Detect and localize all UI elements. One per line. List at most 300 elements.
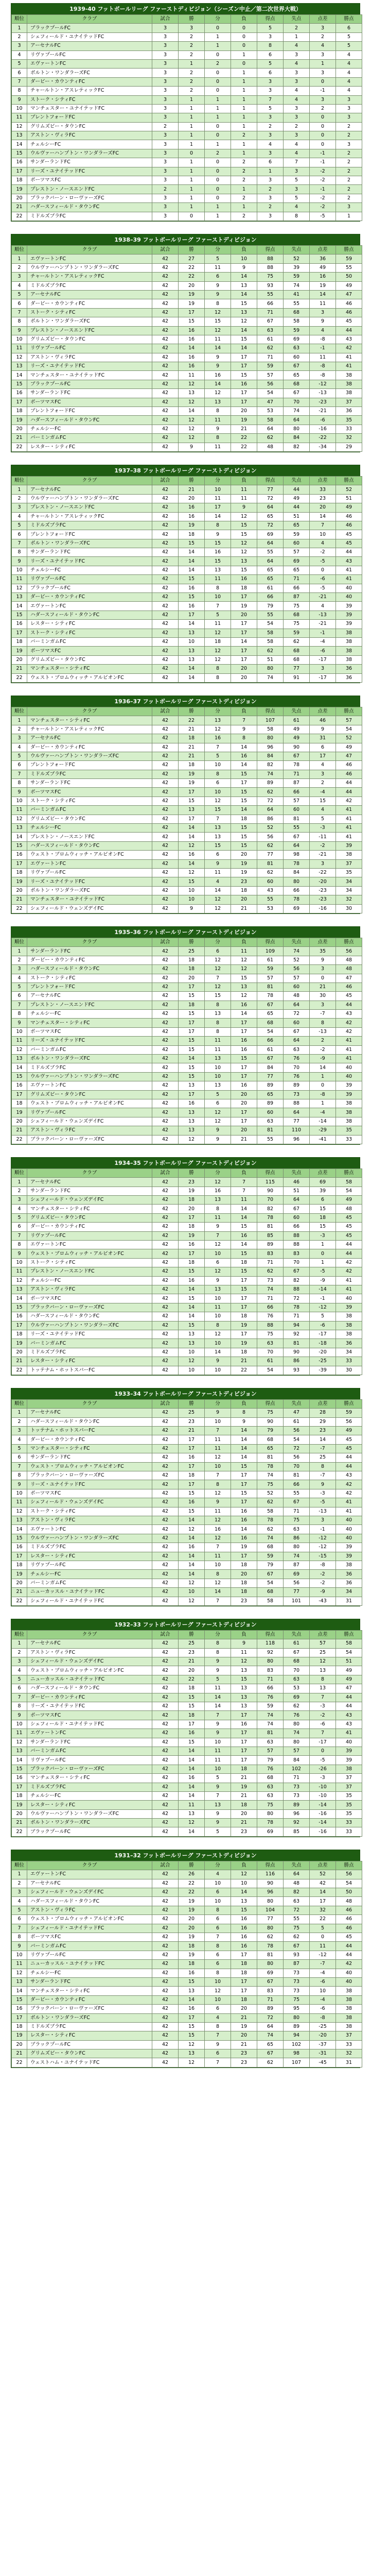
stat-cell: -23: [310, 886, 336, 895]
stat-cell: 2: [336, 194, 362, 202]
stat-cell: 25: [179, 1409, 205, 1417]
season-title: 1932–33 フットボールリーグ ファーストディビジョン: [11, 1619, 360, 1630]
stat-cell: 73: [284, 1791, 310, 1800]
rank-cell: 14: [12, 1063, 27, 1072]
stat-cell: 1: [179, 59, 205, 68]
stat-cell: 65: [257, 2040, 284, 2049]
rank-cell: 15: [12, 841, 27, 850]
stat-cell: 42: [152, 868, 179, 877]
club-cell: シェフィールド・ウェンズデイFC: [27, 904, 152, 913]
stat-cell: 23: [231, 877, 257, 886]
table-row: [12, 494, 362, 503]
standings-table: [11, 14, 362, 221]
club-cell: マンチェスター・ユナイテッドFC: [27, 895, 152, 904]
stat-cell: 14: [179, 665, 205, 673]
stat-cell: 14: [179, 1312, 205, 1321]
stat-cell: 16: [231, 575, 257, 584]
club-cell: プレストン・ノースエンドFC: [27, 1267, 152, 1276]
club-cell: ボルトン・ワンダラーズFC: [27, 1055, 152, 1063]
stat-cell: 7: [205, 974, 231, 982]
club-cell: ボルトン・ワンダラーズFC: [27, 1819, 152, 1827]
table-row: [12, 557, 362, 566]
stat-cell: 14: [231, 1888, 257, 1897]
stat-cell: -1: [310, 185, 336, 194]
stat-cell: 42: [152, 1933, 179, 1942]
stat-cell: 10: [205, 1897, 231, 1906]
stat-cell: 17: [179, 1249, 205, 1258]
table-row: [12, 1809, 362, 1818]
stat-cell: 68: [257, 1774, 284, 1783]
stat-cell: 8: [205, 1648, 231, 1657]
stat-cell: 82: [257, 761, 284, 770]
stat-cell: 17: [231, 1498, 257, 1507]
stat-cell: 42: [152, 947, 179, 956]
stat-cell: 63: [257, 1738, 284, 1747]
stat-cell: 4: [336, 69, 362, 77]
stat-cell: 11: [205, 1747, 231, 1755]
club-cell: ストーク・シティFC: [27, 308, 152, 317]
stat-cell: 42: [152, 1285, 179, 1294]
stat-cell: 78: [257, 992, 284, 1001]
stat-cell: 0: [310, 113, 336, 122]
table-row: [12, 566, 362, 574]
club-cell: エヴァートンFC: [27, 602, 152, 611]
stat-cell: 3: [284, 131, 310, 140]
stat-cell: 49: [336, 1675, 362, 1684]
stat-cell: 6: [205, 1951, 231, 1959]
column-header: 得点: [257, 476, 284, 485]
stat-cell: 14: [179, 824, 205, 833]
club-cell: ウェスト・ブロムウィッチ・アルビオンFC: [27, 1666, 152, 1675]
rank-cell: 5: [12, 521, 27, 530]
table-row: [12, 1072, 362, 1081]
stat-cell: 67: [257, 2049, 284, 2058]
club-cell: ボルトン・ワンダラーズFC: [27, 69, 152, 77]
stat-cell: 72: [257, 521, 284, 530]
stat-cell: 87: [284, 593, 310, 602]
stat-cell: 15: [179, 1267, 205, 1276]
column-header: 勝: [179, 1168, 205, 1177]
stat-cell: 75: [257, 273, 284, 281]
season-table: [11, 1157, 360, 1376]
stat-cell: 39: [336, 1081, 362, 1090]
stat-cell: 8: [205, 299, 231, 308]
stat-cell: 64: [284, 1037, 310, 1045]
stat-cell: 17: [179, 1090, 205, 1099]
stat-cell: 14: [179, 1534, 205, 1543]
stat-cell: 67: [257, 317, 284, 326]
stat-cell: 42: [152, 1747, 179, 1755]
stat-cell: 15: [231, 1267, 257, 1276]
table-row: [12, 344, 362, 353]
column-header: 勝点: [336, 1168, 362, 1177]
table-row: [12, 131, 362, 140]
rank-cell: 9: [12, 326, 27, 335]
rank-cell: 11: [12, 1729, 27, 1738]
rank-cell: 9: [12, 1249, 27, 1258]
stat-cell: 58: [336, 1639, 362, 1648]
stat-cell: 3: [152, 158, 179, 167]
stat-cell: 41: [336, 1055, 362, 1063]
stat-cell: 4: [336, 59, 362, 68]
stat-cell: 42: [152, 629, 179, 637]
stat-cell: 59: [284, 530, 310, 539]
rank-cell: 20: [12, 655, 27, 664]
stat-cell: 10: [179, 1588, 205, 1597]
club-cell: ポーツマスFC: [27, 1711, 152, 1720]
stat-cell: 71: [257, 353, 284, 362]
stat-cell: 56: [257, 833, 284, 841]
stat-cell: 3: [152, 95, 179, 104]
stat-cell: 42: [152, 1063, 179, 1072]
rank-cell: 2: [12, 1648, 27, 1657]
club-cell: ダービー・カウンティFC: [27, 1693, 152, 1702]
stat-cell: 1: [179, 122, 205, 131]
stat-cell: 18: [310, 1213, 336, 1222]
stat-cell: 62: [257, 868, 284, 877]
rank-cell: 3: [12, 1196, 27, 1205]
club-cell: サンダーランドFC: [27, 1738, 152, 1747]
stat-cell: 39: [336, 1756, 362, 1765]
stat-cell: 6: [336, 24, 362, 32]
stat-cell: 40: [336, 593, 362, 602]
rank-cell: 17: [12, 859, 27, 868]
stat-cell: 79: [257, 1427, 284, 1435]
stat-cell: 0: [231, 42, 257, 50]
stat-cell: 79: [257, 602, 284, 611]
stat-cell: 41: [336, 1037, 362, 1045]
stat-cell: 17: [231, 779, 257, 788]
stat-cell: 42: [152, 1027, 179, 1036]
stat-cell: -4: [310, 788, 336, 796]
stat-cell: 22: [179, 263, 205, 272]
stat-cell: 9: [205, 1276, 231, 1285]
stat-cell: 77: [257, 485, 284, 494]
stat-cell: 70: [284, 1462, 310, 1471]
stat-cell: 18: [179, 761, 205, 770]
club-cell: ミドルズブラFC: [27, 1783, 152, 1791]
stat-cell: 42: [152, 443, 179, 451]
club-cell: シェフィールド・ウェンズデイFC: [27, 1196, 152, 1205]
stat-cell: 42: [152, 1001, 179, 1009]
stat-cell: 15: [179, 1738, 205, 1747]
stat-cell: 19: [231, 2022, 257, 2031]
club-cell: マンチェスター・シティFC: [27, 1205, 152, 1213]
stat-cell: 18: [179, 1471, 205, 1480]
stat-cell: -8: [310, 371, 336, 380]
stat-cell: 12: [205, 982, 231, 991]
stat-cell: 42: [152, 1126, 179, 1135]
stat-cell: 22: [179, 1888, 205, 1897]
column-header: 失点: [284, 15, 310, 24]
stat-cell: 15: [231, 974, 257, 982]
stat-cell: 20: [231, 851, 257, 859]
stat-cell: 17: [231, 1063, 257, 1072]
stat-cell: 15: [179, 1693, 205, 1702]
stat-cell: 7: [205, 1597, 231, 1605]
season-title: 1939-40 フットボールリーグ ファーストディビジョン（シーズン中止／第二次世界大戦）: [11, 4, 360, 14]
club-cell: ウルヴァーハンプトン・ワンダラーズFC: [27, 494, 152, 503]
stat-cell: 23: [310, 494, 336, 503]
stat-cell: 45: [336, 317, 362, 326]
stat-cell: 87: [284, 1561, 310, 1569]
column-header: 分: [205, 1399, 231, 1408]
stat-cell: 23: [179, 1648, 205, 1657]
club-cell: リヴァプールFC: [27, 575, 152, 584]
rank-cell: 18: [12, 407, 27, 416]
stat-cell: 42: [152, 824, 179, 833]
club-cell: ウルヴァーハンプトン・ワンダラーズFC: [27, 752, 152, 760]
stat-cell: 42: [152, 1588, 179, 1597]
stat-cell: 42: [152, 1258, 179, 1267]
stat-cell: 13: [179, 655, 205, 664]
stat-cell: 13: [205, 1285, 231, 1294]
stat-cell: -22: [310, 868, 336, 877]
stat-cell: 42: [152, 1427, 179, 1435]
stat-cell: 42: [336, 1258, 362, 1267]
table-row: [12, 2005, 362, 2013]
stat-cell: 15: [231, 299, 257, 308]
club-cell: リーズ・ユナイテッドFC: [27, 557, 152, 566]
stat-cell: 3: [336, 140, 362, 149]
stat-cell: 74: [257, 2031, 284, 2040]
stat-cell: 8: [205, 1639, 231, 1648]
column-header: 点差: [310, 476, 336, 485]
table-row: [12, 167, 362, 176]
stat-cell: 15: [231, 530, 257, 539]
rank-cell: 5: [12, 1213, 27, 1222]
rank-cell: 7: [12, 539, 27, 548]
club-cell: レスター・シティFC: [27, 2031, 152, 2040]
stat-cell: 14: [231, 1205, 257, 1213]
table-row: [12, 895, 362, 904]
stat-cell: 9: [179, 443, 205, 451]
stat-cell: -41: [310, 1135, 336, 1144]
stat-cell: 78: [284, 1303, 310, 1312]
header-row: [12, 1399, 362, 1408]
stat-cell: 86: [257, 815, 284, 823]
club-cell: チェルシーFC: [27, 1969, 152, 1977]
stat-cell: 18: [179, 1711, 205, 1720]
table-row: [12, 273, 362, 281]
stat-cell: 1: [310, 1072, 336, 1081]
stat-cell: 14: [231, 326, 257, 335]
stat-cell: 18: [231, 815, 257, 823]
stat-cell: 2: [179, 87, 205, 95]
stat-cell: 10: [179, 886, 205, 895]
stat-cell: 86: [284, 1357, 310, 1366]
stat-cell: 18: [205, 638, 231, 647]
rank-cell: 13: [12, 824, 27, 833]
stat-cell: 2: [179, 69, 205, 77]
stat-cell: 2: [257, 122, 284, 131]
stat-cell: 46: [336, 1924, 362, 1933]
club-cell: ボルトン・ワンダラーズFC: [27, 2013, 152, 2022]
column-header: 失点: [284, 1168, 310, 1177]
stat-cell: 62: [257, 647, 284, 655]
stat-cell: -2: [310, 194, 336, 202]
stat-cell: 42: [152, 1471, 179, 1480]
stat-cell: 42: [152, 1187, 179, 1195]
rank-cell: 13: [12, 593, 27, 602]
stat-cell: 12: [179, 1819, 205, 1827]
stat-cell: 6: [205, 1888, 231, 1897]
stat-cell: 9: [205, 1409, 231, 1417]
stat-cell: 4: [310, 806, 336, 815]
column-header: 勝点: [336, 476, 362, 485]
rank-cell: 10: [12, 1720, 27, 1728]
stat-cell: 8: [205, 673, 231, 682]
stat-cell: 20: [231, 665, 257, 673]
stat-cell: 62: [257, 1933, 284, 1942]
stat-cell: 42: [152, 806, 179, 815]
stat-cell: 43: [336, 557, 362, 566]
stat-cell: 42: [152, 1417, 179, 1426]
stat-cell: 20: [179, 1924, 205, 1933]
stat-cell: 73: [284, 1977, 310, 1986]
stat-cell: 35: [336, 1126, 362, 1135]
table-row: [12, 1081, 362, 1090]
stat-cell: 38: [336, 1987, 362, 1995]
stat-cell: 14: [231, 1444, 257, 1453]
stat-cell: 68: [284, 308, 310, 317]
stat-cell: 10: [205, 1294, 231, 1303]
table-row: [12, 1258, 362, 1267]
stat-cell: 62: [284, 638, 310, 647]
stat-cell: 42: [152, 1827, 179, 1836]
stat-cell: 15: [231, 770, 257, 778]
stat-cell: 13: [231, 281, 257, 290]
stat-cell: 12: [231, 548, 257, 557]
stat-cell: 34: [336, 877, 362, 886]
club-cell: ウェスト・ブロムウィッチ・アルビオンFC: [27, 1099, 152, 1108]
club-cell: ポーツマスFC: [27, 1027, 152, 1036]
column-header: 失点: [284, 707, 310, 716]
stat-cell: 19: [179, 1933, 205, 1942]
stat-cell: 62: [257, 1267, 284, 1276]
column-header: 得点: [257, 1861, 284, 1870]
stat-cell: 48: [257, 443, 284, 451]
stat-cell: 12: [231, 992, 257, 1001]
stat-cell: 18: [179, 1223, 205, 1231]
stat-cell: 63: [257, 1339, 284, 1348]
stat-cell: 47: [257, 398, 284, 406]
rank-cell: 9: [12, 788, 27, 796]
stat-cell: 1: [205, 113, 231, 122]
stat-cell: 42: [152, 1178, 179, 1187]
stat-cell: 57: [257, 974, 284, 982]
stat-cell: 14: [179, 407, 205, 416]
stat-cell: 53: [284, 1684, 310, 1693]
stat-cell: 13: [231, 1693, 257, 1702]
stat-cell: 36: [336, 1339, 362, 1348]
club-cell: リーズ・ユナイテッドFC: [27, 877, 152, 886]
stat-cell: 12: [205, 965, 231, 974]
stat-cell: 17: [179, 308, 205, 317]
rank-cell: 18: [12, 1561, 27, 1569]
table-row: [12, 2058, 362, 2067]
table-row: [12, 1819, 362, 1827]
stat-cell: 93: [284, 1366, 310, 1375]
stat-cell: 10: [231, 1879, 257, 1888]
stat-cell: 48: [284, 992, 310, 1001]
stat-cell: 10: [205, 1339, 231, 1348]
stat-cell: 68: [257, 1543, 284, 1552]
table-row: [12, 982, 362, 991]
table-row: [12, 1213, 362, 1222]
stat-cell: 13: [179, 647, 205, 655]
stat-cell: 17: [179, 611, 205, 619]
club-cell: アーセナルFC: [27, 992, 152, 1001]
stat-cell: 1: [205, 95, 231, 104]
rank-cell: 12: [12, 1276, 27, 1285]
stat-cell: 2: [310, 104, 336, 113]
stat-cell: 58: [257, 629, 284, 637]
stat-cell: 2: [179, 32, 205, 41]
stat-cell: 94: [284, 2031, 310, 2040]
stat-cell: 3: [152, 194, 179, 202]
stat-cell: 42: [152, 851, 179, 859]
rank-cell: 4: [12, 50, 27, 59]
stat-cell: 58: [257, 416, 284, 425]
table-row: [12, 1657, 362, 1666]
stat-cell: -6: [310, 2005, 336, 2013]
rank-cell: 10: [12, 104, 27, 113]
club-cell: シェフィールド・ウェンズデイFC: [27, 1498, 152, 1507]
stat-cell: 36: [336, 1570, 362, 1579]
stat-cell: 42: [152, 974, 179, 982]
stat-cell: 46: [336, 1906, 362, 1914]
stat-cell: 42: [152, 1729, 179, 1738]
stat-cell: 42: [336, 1019, 362, 1027]
stat-cell: 72: [257, 2013, 284, 2022]
rank-cell: 6: [12, 299, 27, 308]
stat-cell: 0: [205, 77, 231, 86]
stat-cell: 21: [231, 425, 257, 433]
rank-cell: 20: [12, 1579, 27, 1587]
stat-cell: 55: [284, 299, 310, 308]
stat-cell: 16: [179, 1099, 205, 1108]
stat-cell: -6: [310, 1720, 336, 1728]
stat-cell: 15: [231, 371, 257, 380]
stat-cell: 80: [257, 1924, 284, 1933]
stat-cell: -1: [310, 629, 336, 637]
stat-cell: 50: [336, 273, 362, 281]
stat-cell: 7: [205, 602, 231, 611]
stat-cell: -3: [310, 1774, 336, 1783]
stat-cell: 23: [231, 2049, 257, 2058]
stat-cell: 12: [205, 956, 231, 964]
stat-cell: 20: [231, 895, 257, 904]
rank-cell: 20: [12, 1348, 27, 1357]
stat-cell: 9: [179, 904, 205, 913]
stat-cell: 41: [336, 824, 362, 833]
stat-cell: 3: [284, 113, 310, 122]
stat-cell: 20: [310, 503, 336, 512]
stat-cell: 5: [205, 611, 231, 619]
stat-cell: 63: [284, 1897, 310, 1906]
stat-cell: 3: [152, 32, 179, 41]
stat-cell: 3: [257, 149, 284, 158]
table-row: [12, 185, 362, 194]
stat-cell: 42: [152, 1303, 179, 1312]
stat-cell: 66: [284, 584, 310, 592]
stat-cell: 19: [231, 1321, 257, 1330]
stat-cell: 22: [179, 716, 205, 725]
club-cell: マンチェスター・シティFC: [27, 665, 152, 673]
stat-cell: 19: [231, 1339, 257, 1348]
club-cell: バーミンガムFC: [27, 638, 152, 647]
